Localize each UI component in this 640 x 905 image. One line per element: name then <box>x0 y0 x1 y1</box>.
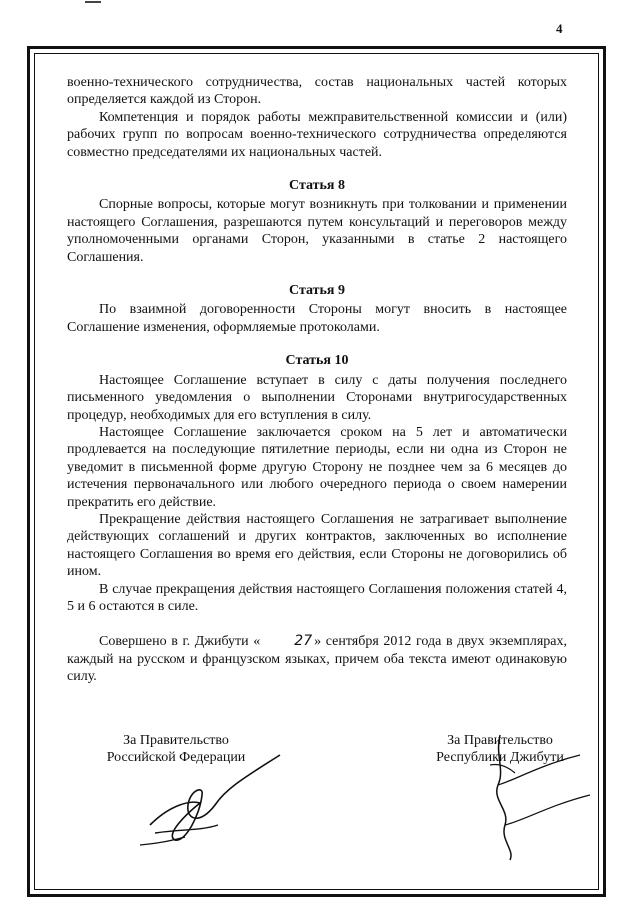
spacer <box>67 615 567 633</box>
article-8-text: Спорные вопросы, которые могут возникнуть при толковании и применении настоящего Соглашения, разрешаются путем консультаций и переговоров между уполномоченными органами Сторон, указанными в статье 2 настоящего Соглашения. <box>67 197 567 265</box>
document-body <box>67 74 567 686</box>
signature-russia <box>130 745 290 855</box>
article-10-paragraph-1: Настоящее Соглашение вступает в силу с даты получения последнего письменного уведомления о выполнении Сторонами внутригосударственных процедур, необходимых для его вступления в силу. <box>67 372 567 423</box>
paragraph-competence: Компетенция и порядок работы межправительственной комиссии и (или) рабочих групп по вопросам военно-технического сотрудничества определяются совместно председателями их национальных частей. <box>67 109 567 160</box>
signatory-label-line-1: За Правительство <box>123 733 229 748</box>
article-10-heading: Статья 10 <box>285 353 349 369</box>
scan-mark <box>85 1 101 3</box>
article-8-heading: Статья 8 <box>289 178 345 194</box>
signatory-label-line-1: За Правительство <box>447 733 553 748</box>
paragraph-continuation: военно-технического сотрудничества, состав национальных частей которых определяется каждой из Сторон. <box>67 75 567 108</box>
done-at-paragraph <box>67 633 567 685</box>
signature-djibouti <box>470 725 600 865</box>
article-9-text: По взаимной договоренности Стороны могут вносить в настоящее Соглашение изменения, оформляемые протоколами. <box>67 302 567 335</box>
done-text-end: » сентября 2012 года в двух экземплярах, каждый на русском и французском языках, причем оба текста имеют одинаковую силу. <box>67 634 567 685</box>
signatory-label-line-2: Российской Федерации <box>106 750 246 765</box>
page-number: 4 <box>556 21 563 36</box>
article-10-paragraph-3: Прекращение действия настоящего Соглашения не затрагивает выполнение действующих соглашений и других контрактов, заключенных во исполнение настоящего Соглашения во время его действия, если Стороны не договорились об ином. <box>67 511 567 580</box>
article-9-heading: Статья 9 <box>289 283 345 299</box>
handwritten-day: 27 <box>294 633 313 650</box>
signatory-label-line-2: Республики Джибути <box>436 750 564 765</box>
article-10-paragraph-2: Настоящее Соглашение заключается сроком на 5 лет и автоматически продлевается на последующие пятилетние периоды, если ни одна из Сторон не уведомит в письменной форме другую Сторону не позднее чем за 6 месяцев до истечения первоначального или любого очередного периода о своем намерении прекратить его действие. <box>67 424 567 510</box>
article-10-paragraph-4: В случае прекращения действия настоящего Соглашения положения статей 4, 5 и 6 остаются в силе. <box>67 581 567 614</box>
done-text-start: Совершено в г. Джибути « <box>99 634 261 650</box>
